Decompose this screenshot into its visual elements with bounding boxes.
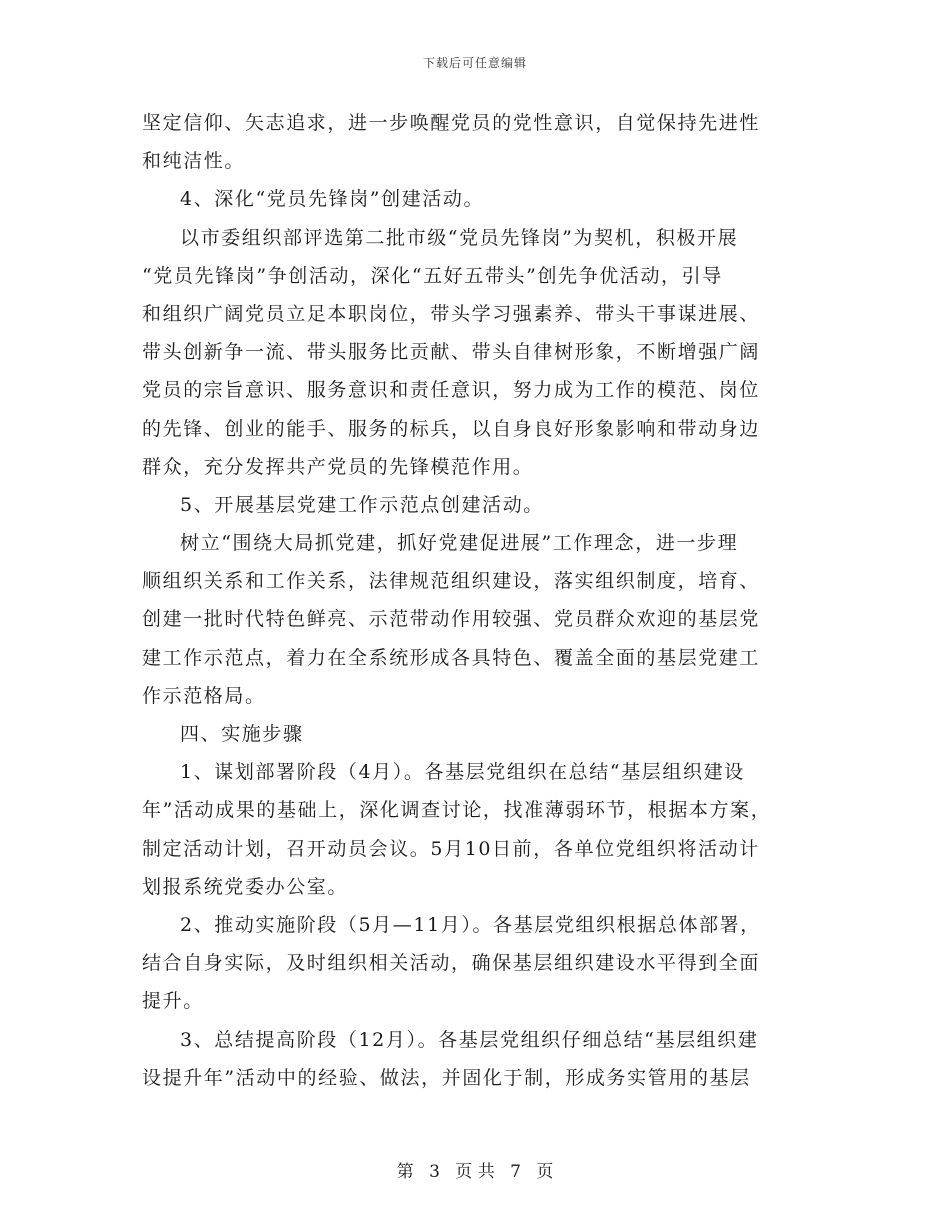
text-line: 划报系统党委办公室。	[142, 875, 349, 898]
text-line: 创建一批时代特色鲜亮、示范带动作用较强、党员群众欢迎的基层党	[142, 608, 761, 631]
text-line: 建工作示范点，着力在全系统形成各具特色、覆盖全面的基层党建工	[142, 646, 761, 669]
text-line: 4、深化“党员先锋岗”创建活动。	[180, 188, 485, 211]
footer-suffix: 页	[536, 1162, 554, 1182]
text-line: 四、实施步骤	[180, 723, 304, 745]
text-line: 带头创新争一流、带头服务比贡献、带头自律树形象，不断增强广阔	[142, 341, 761, 364]
footer-middle: 页 共	[455, 1162, 495, 1182]
footer-prefix: 第	[396, 1162, 414, 1182]
text-line: 1、谋划部署阶段（4月）。各基层党组织在总结“基层组织建设	[180, 761, 745, 784]
footer-current-page: 3	[429, 1162, 440, 1182]
text-line: 3、总结提高阶段（12月）。各基层党组织仔细总结“基层组织建	[180, 1028, 759, 1051]
text-line: 作示范格局。	[142, 684, 266, 707]
text-line: 提升。	[142, 990, 204, 1013]
text-line: 5、开展基层党建工作示范点创建活动。	[180, 493, 544, 516]
text-line: 群众，充分发挥共产党员的先锋模范作用。	[142, 455, 534, 478]
text-line: 结合自身实际，及时组织相关活动，确保基层组织建设水平得到全面	[142, 952, 761, 975]
text-line: “党员先锋岗”争创活动，深化“五好五带头”创先争优活动，引导	[142, 264, 723, 287]
text-line: 坚定信仰、矢志追求，进一步唤醒党员的党性意识，自觉保持先进性	[142, 112, 761, 134]
text-line: 以市委组织部评选第二批市级“党员先锋岗”为契机，积极开展	[180, 226, 739, 249]
text-line: 党员的宗旨意识、服务意识和责任意识，努力成为工作的模范、岗位	[142, 379, 761, 402]
text-line: 年”活动成果的基础上，深化调查讨论，找准薄弱环节，根据本方案，	[142, 799, 772, 822]
document-body	[142, 104, 814, 1097]
text-line: 顺组织关系和工作关系，法律规范组织建设，落实组织制度，培育、	[142, 570, 761, 593]
text-line: 和纯洁性。	[142, 150, 246, 173]
text-line: 和组织广阔党员立足本职岗位，带头学习强素养、带头干事谋进展、	[142, 302, 761, 325]
text-line: 的先锋、创业的能手、服务的标兵，以自身良好形象影响和带动身边	[142, 417, 761, 440]
page-header	[0, 54, 950, 71]
header-note: 下载后可任意编辑	[422, 56, 527, 70]
text-line: 设提升年”活动中的经验、做法，并固化于制，形成务实管用的基层	[142, 1066, 751, 1089]
text-line: 2、推动实施阶段（5月—11月）。各基层党组织根据总体部署，	[180, 913, 761, 936]
text-line: 树立“围绕大局抓党建，抓好党建促进展”工作理念，进一步理	[180, 532, 739, 555]
page-footer	[0, 1157, 950, 1182]
text-line: 制定活动计划，召开动员会议。5月10日前，各单位党组织将活动计	[142, 837, 760, 860]
footer-total-pages: 7	[510, 1162, 521, 1182]
